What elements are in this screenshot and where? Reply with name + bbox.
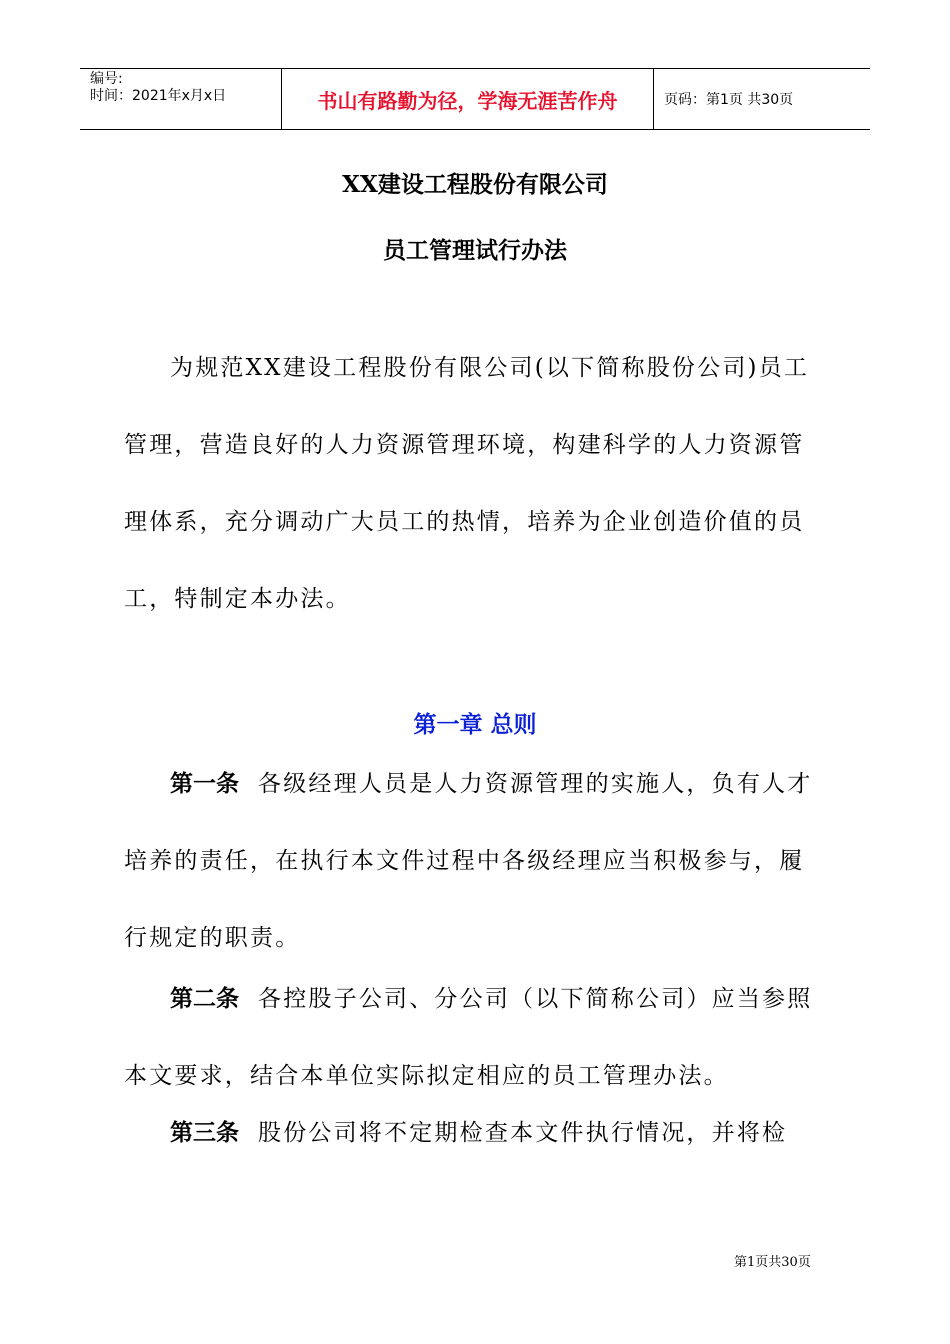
- article-3-text: 股份公司将不定期检查本文件执行情况，并将检: [258, 1120, 788, 1146]
- article-1-text: 各级经理人员是人力资源管理的实施人，负有人才培养的责任，在执行本文件过程中各级经理应当积极参与，履行规定的职责。: [124, 771, 813, 951]
- header-page-info: 页码：第1页 共30页: [664, 92, 794, 108]
- article-2: [124, 961, 829, 1115]
- page-header: [80, 68, 870, 130]
- article-3: [124, 1095, 829, 1172]
- page-footer: 第1页共30页: [734, 1255, 811, 1270]
- header-meta: [80, 69, 282, 129]
- header-code-label: 编号:: [90, 71, 123, 87]
- header-date-label: 时间：2021年x月x日: [90, 88, 227, 104]
- header-motto: 书山有路勤为径，学海无涯苦作舟: [282, 69, 654, 129]
- article-2-text: 各控股子公司、分公司（以下简称公司）应当参照本文要求，结合本单位实际拟定相应的员工管理办法。: [124, 986, 813, 1089]
- document-title-line1: XX建设工程股份有限公司: [342, 171, 608, 198]
- intro-paragraph: 为规范XX建设工程股份有限公司(以下简称股份公司)员工管理，营造良好的人力资源管理环境，构建科学的人力资源管理体系，充分调动广大员工的热情，培养为企业创造价值的员工，特制定本办法。: [124, 355, 810, 612]
- chapter-heading: 第一章 总则: [413, 712, 537, 738]
- article-2-label: 第二条: [170, 986, 239, 1012]
- article-1-label: 第一条: [170, 771, 239, 797]
- document-title-line2: 员工管理试行办法: [383, 237, 567, 264]
- article-3-label: 第三条: [170, 1120, 239, 1146]
- article-1: [124, 746, 829, 977]
